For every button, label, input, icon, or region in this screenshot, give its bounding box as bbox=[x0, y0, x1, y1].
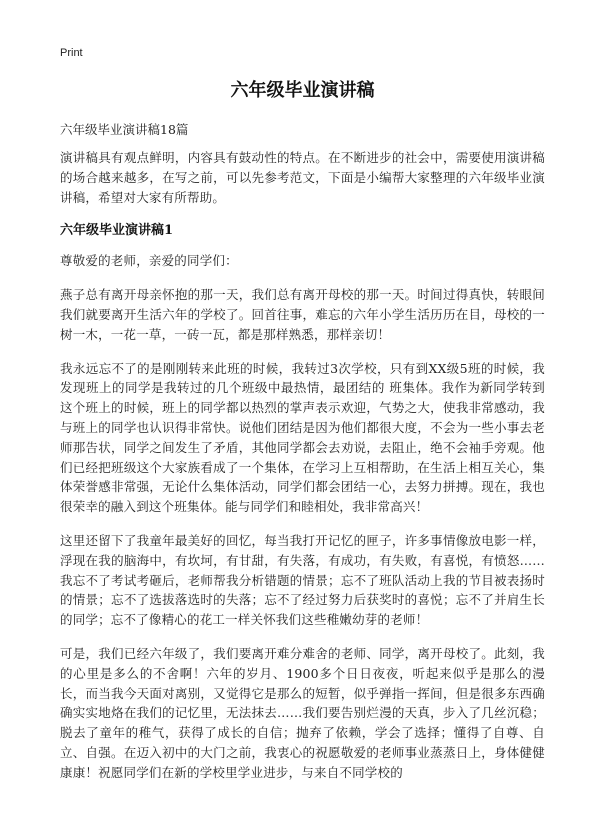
page-title: 六年级毕业演讲稿 bbox=[230, 80, 375, 101]
intro-paragraph: 演讲稿具有观点鲜明，内容具有鼓动性的特点。在不断进步的社会中，需要使用演讲稿的场合越来越多，在写之前，可以先参考范文，下面是小编帮大家整理的六年级毕业演讲稿，希望对大家有所帮助。 bbox=[60, 150, 545, 205]
body-paragraph: 这里还留下了我童年最美好的回忆，每当我打开记忆的匣子，许多事情像放电影一样，浮现在我的脑海中，有坎坷，有甘甜，有失落，有成功，有失败，有喜悦，有愤怒……我忘不了考试考砸后，老师帮我分析错题的情景；忘不了班队活动上我的节目被表扬时的情景；忘不了选拔落选时的失落；忘不了经过努力后获奖时的喜悦；忘不了并肩生长的同学；忘不了像精心的花工一样关怀我们这些稚嫩幼芽的老师！ bbox=[60, 532, 545, 628]
body-paragraph: 可是，我们已经六年级了，我们要离开难分难舍的老师、同学，离开母校了。此刻，我的心里是多么的不舍啊！六年的岁月、1900多个日日夜夜，听起来似乎是那么的漫长，而当我今天面对离别，又觉得它是那么的短暂，似乎弹指一挥间，但是很多东西确确实实地烙在我们的记忆里，无法抹去……我们要告别烂漫的天真，步入了几丝沉稳；脱去了童年的稚气，获得了成长的自信；抛弃了依赖，学会了选择；懂得了自尊、自立、自强。在迈入初中的大门之前，我衷心的祝愿敬爱的老师事业蒸蒸日上，身体健健康康！祝愿同学们在新的学校里学业进步，与来自不同学校的 bbox=[60, 645, 545, 780]
greeting-paragraph: 尊敬爱的老师，亲爱的同学们： bbox=[60, 253, 238, 269]
body-paragraph: 我永远忘不了的是刚刚转来此班的时候，我转过3次学校，只有到XX级5班的时候，我发现班上的同学是我转过的几个班级中最热情，最团结的 班集体。我作为新同学转到这个班上的时候，班上的同学都以热烈的掌声表示欢迎，气势之大，使我非常感动，我与班上的同学也认识得非常快。说他们团结是因为他们都很大度，不会为一些小事去老师那告状，同学之间发生了矛盾，其他同学都会去劝说，去阻止，绝不会袖手旁观。他们已经把班级这个大家族看成了一个集体，在学习上互相帮助，在生活上相互关心，集体荣誉感非常强，无论什么集体活动，同学们都会团结一心，去努力拼搏。现在，我也很荣幸的融入到这个班集体。能与同学们和睦相处，我非常高兴！ bbox=[60, 360, 545, 515]
body-paragraph: 燕子总有离开母亲怀抱的那一天，我们总有离开母校的那一天。时间过得真快，转眼间我们就要离开生活六年的学校了。回首往事，难忘的六年小学生活历历在目，母校的一树一木，一花一草，一砖一瓦，都是那样熟悉，那样亲切！ bbox=[60, 287, 545, 342]
print-link[interactable]: Print bbox=[60, 47, 83, 59]
article-body bbox=[60, 148, 545, 797]
article-subtitle: 六年级毕业演讲稿18篇 bbox=[60, 122, 189, 137]
section-heading: 六年级毕业演讲稿1 bbox=[60, 223, 174, 239]
